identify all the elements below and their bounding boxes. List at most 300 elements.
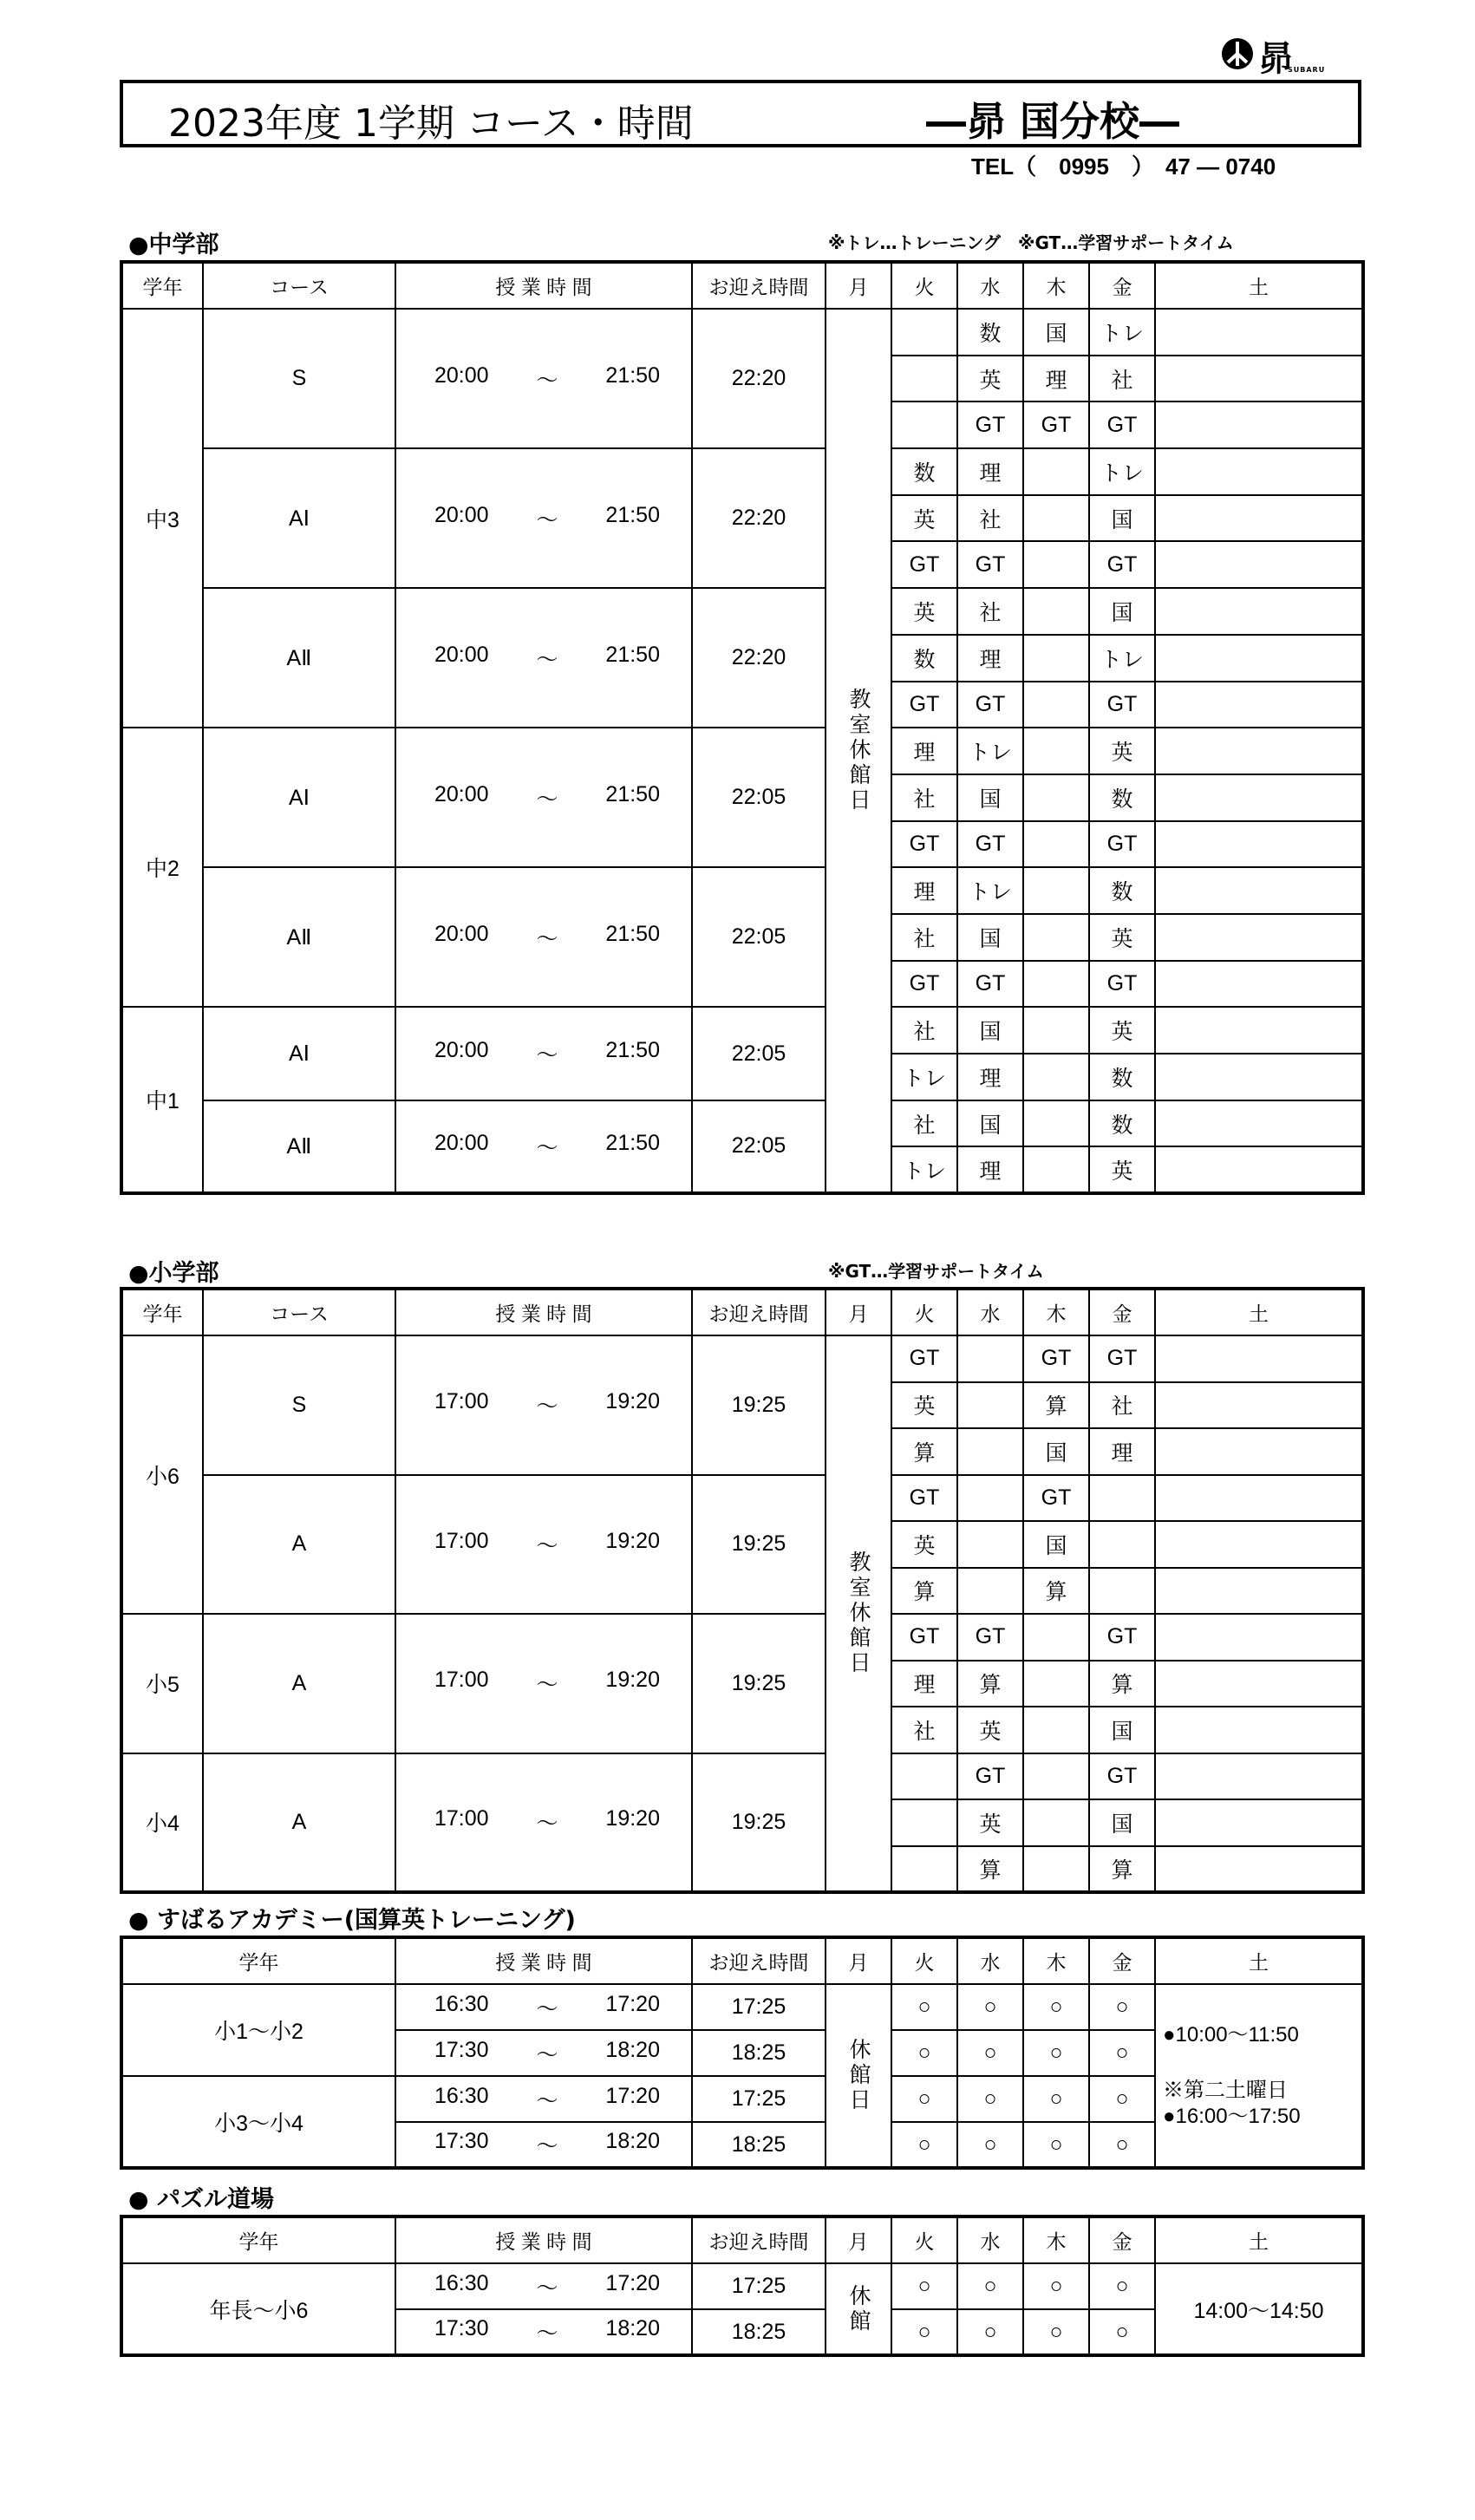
subject-cell [1089,1521,1155,1568]
subject-cell: 国 [1089,1707,1155,1753]
subject-cell: 英 [891,1382,957,1429]
subject-cell: 英 [1089,1007,1155,1054]
class-time [395,2263,692,2309]
saturday-cell [1155,867,1363,914]
time-start: 17:00 [434,1668,489,1693]
course-name: A [203,1475,395,1615]
subject-cell [891,356,957,402]
subject-cell: GT [1089,1753,1155,1800]
class-mark: ○ [1089,1984,1155,2030]
subject-cell: 英 [957,356,1023,402]
subject-cell: GT [957,1614,1023,1661]
subject-cell: 国 [957,1007,1023,1054]
subject-cell [1023,1614,1089,1661]
subject-cell [1023,635,1089,682]
subject-cell: 算 [1023,1382,1089,1429]
time-start: 20:00 [434,362,489,388]
header-day: 土 [1155,1937,1363,1984]
header-pickup: お迎え時間 [692,1289,826,1335]
subject-cell [1023,1846,1089,1893]
saturday-cell [1155,1799,1363,1846]
time-end: 18:20 [605,2037,660,2062]
subject-cell [1023,728,1089,774]
pickup-time: 19:25 [692,1335,826,1475]
grade-label: 年長～小6 [121,2263,395,2355]
subject-cell [1023,588,1089,635]
header-day: 木 [1023,2216,1089,2263]
class-time [395,2122,692,2168]
pickup-time: 22:20 [692,448,826,588]
header-time: 授 業 時 間 [395,262,692,309]
subject-cell [891,309,957,356]
header-day: 金 [1089,1289,1155,1335]
subject-cell: 社 [957,588,1023,635]
class-mark: ○ [891,2309,957,2355]
time-sep: ～ [536,1533,558,1558]
subject-cell [1089,1475,1155,1522]
header-row [121,1937,1363,1984]
saturday-cell [1155,309,1363,356]
time-end: 21:50 [605,642,660,667]
class-time [395,2076,692,2122]
title-box [120,80,1361,147]
class-time [395,1614,692,1753]
schedule-row [121,1753,1363,1800]
subject-cell: GT [1089,821,1155,868]
class-mark: ○ [957,2309,1023,2355]
subject-cell [1023,1146,1089,1193]
subject-cell [957,1335,1023,1382]
saturday-cell [1155,1146,1363,1193]
class-mark: ○ [1089,2122,1155,2168]
time-end: 18:20 [605,2129,660,2153]
telephone: TEL（ 0995 ） 47 ― 0740 [971,153,1276,180]
saturday-line: ●16:00～17:50 [1163,2104,1301,2128]
pickup-time: 22:20 [692,588,826,728]
subject-cell: 数 [1089,1100,1155,1147]
subject-cell: GT [1089,402,1155,448]
course-name: AⅡ [203,588,395,728]
header-day: 水 [957,1289,1023,1335]
schedule-row [121,1984,1363,2030]
subject-cell [1023,1100,1089,1147]
subject-cell: 英 [891,588,957,635]
subject-cell: 社 [957,495,1023,542]
course-name: AⅠ [203,728,395,867]
subject-cell: GT [957,961,1023,1008]
school-name: ―昴 国分校― [926,98,1180,145]
subject-cell [957,1475,1023,1522]
pickup-time: 22:05 [692,728,826,867]
header-day: 金 [1089,2216,1155,2263]
subject-cell: 英 [957,1799,1023,1846]
subject-cell [1089,1568,1155,1615]
schedule-row [121,1475,1363,1522]
header-day: 水 [957,262,1023,309]
closed-label: 教室休館日 [846,1551,871,1676]
subject-cell: 数 [1089,1054,1155,1100]
subject-cell: 算 [1089,1661,1155,1707]
class-mark: ○ [891,2076,957,2122]
time-start: 16:30 [434,2270,489,2295]
header-day: 土 [1155,262,1363,309]
closed-day [826,309,891,1193]
schedule-row [121,1614,1363,1661]
academy-timetable [120,1936,1365,2170]
chugaku-note: ※トレ…トレーニング ※GT…学習サポートタイム [828,232,1234,253]
class-time [395,1007,692,1100]
subject-cell: GT [957,402,1023,448]
class-mark: ○ [1089,2263,1155,2309]
subject-cell: 国 [957,914,1023,961]
logo-mark-icon [1220,36,1255,71]
saturday-cell [1155,821,1363,868]
subject-cell: 社 [1089,1382,1155,1429]
subject-cell: 英 [1089,914,1155,961]
time-sep: ～ [536,2088,558,2113]
subject-cell [957,1568,1023,1615]
subject-cell: 理 [1023,356,1089,402]
class-mark: ○ [1089,2076,1155,2122]
schedule-row [121,2263,1363,2309]
subject-cell: 社 [891,1007,957,1054]
subject-cell: GT [891,961,957,1008]
subject-cell: 国 [1089,495,1155,542]
saturday-cell [1155,774,1363,821]
class-mark: ○ [1023,2122,1089,2168]
time-sep: ～ [536,2321,558,2346]
subject-cell: GT [1089,1614,1155,1661]
saturday-cell [1155,961,1363,1008]
saturday-cell [1155,495,1363,542]
time-sep: ～ [536,1043,558,1067]
time-sep: ～ [536,1394,558,1420]
class-mark: ○ [1089,2309,1155,2355]
grade-label: 小5 [121,1614,203,1753]
time-sep: ～ [536,2275,558,2301]
time-sep: ～ [536,368,558,393]
subject-cell [1023,448,1089,495]
time-start: 17:00 [434,1389,489,1414]
subject-cell: GT [891,682,957,728]
subject-cell: トレ [957,728,1023,774]
subject-cell [1023,961,1089,1008]
page-title: 2023年度 1学期 コース・時間 [168,101,694,146]
subject-cell: GT [891,1614,957,1661]
subject-cell: 算 [1023,1568,1089,1615]
logo-name: 昴 [1258,39,1291,79]
subject-cell: 英 [891,1521,957,1568]
subject-cell [1023,1054,1089,1100]
time-end: 21:50 [605,502,660,527]
header-day: 木 [1023,262,1089,309]
time-start: 17:30 [434,2129,489,2153]
header-course: コース [203,1289,395,1335]
subject-cell: GT [957,682,1023,728]
schedule-row [121,1100,1363,1147]
header-pickup: お迎え時間 [692,1937,826,1984]
schedule-row [121,309,1363,356]
subject-cell [891,402,957,448]
header-day: 金 [1089,262,1155,309]
class-mark: ○ [891,2122,957,2168]
closed-day [826,1984,891,2168]
saturday-cell [1155,1335,1363,1382]
header-grade: 学年 [121,2216,395,2263]
subject-cell: GT [1089,541,1155,588]
header-time: 授 業 時 間 [395,1937,692,1984]
subject-cell: トレ [957,867,1023,914]
time-end: 19:20 [605,1528,660,1553]
time-start: 20:00 [434,781,489,806]
subject-cell: 理 [957,1146,1023,1193]
subject-cell [1023,1707,1089,1753]
subject-cell: 理 [891,1661,957,1707]
subject-cell: 英 [957,1707,1023,1753]
subject-cell: 国 [957,1100,1023,1147]
subject-cell: 数 [1089,774,1155,821]
class-mark: ○ [1023,1984,1089,2030]
class-mark: ○ [1023,2309,1089,2355]
saturday-cell [1155,1100,1363,1147]
class-mark: ○ [891,2263,957,2309]
time-start: 20:00 [434,1038,489,1062]
grade-label: 小4 [121,1753,203,1893]
subject-cell: 国 [1023,1428,1089,1475]
saturday-info [1155,1984,1363,2168]
class-mark: ○ [891,1984,957,2030]
schedule-row [121,1335,1363,1382]
subject-cell: 社 [891,1100,957,1147]
class-mark: ○ [957,2076,1023,2122]
time-start: 17:30 [434,2037,489,2062]
pickup-time: 22:05 [692,867,826,1007]
schedule-row [121,1007,1363,1054]
subject-cell: 国 [957,774,1023,821]
class-time [395,1100,692,1193]
grade-label: 中1 [121,1007,203,1193]
class-time [395,1475,692,1615]
time-end: 21:50 [605,781,660,806]
subject-cell: GT [891,821,957,868]
course-name: S [203,1335,395,1475]
time-start: 16:30 [434,2083,489,2108]
subject-cell: 国 [1089,588,1155,635]
subject-cell: 数 [957,309,1023,356]
header-day: 土 [1155,2216,1363,2263]
pickup-time: 19:25 [692,1753,826,1893]
time-start: 20:00 [434,642,489,667]
logo-sub: SUBARU [1288,66,1326,74]
chugaku-timetable [120,260,1365,1195]
header-day: 火 [891,1937,957,1984]
header-day: 月 [826,1289,891,1335]
header-day: 土 [1155,1289,1363,1335]
saturday-cell [1155,448,1363,495]
subject-cell: 英 [1089,1146,1155,1193]
course-name: AⅡ [203,1100,395,1193]
subject-cell [1023,495,1089,542]
subject-cell: 社 [1089,356,1155,402]
pickup-time: 22:20 [692,309,826,448]
subject-cell: 社 [891,1707,957,1753]
time-start: 20:00 [434,502,489,527]
subject-cell: GT [891,1475,957,1522]
course-name: A [203,1614,395,1753]
saturday-cell [1155,402,1363,448]
subject-cell [1023,682,1089,728]
header-day: 水 [957,1937,1023,1984]
closed-day [826,2263,891,2355]
course-name: A [203,1753,395,1893]
class-mark: ○ [957,1984,1023,2030]
subject-cell: 算 [957,1846,1023,1893]
closed-label: 教室休館日 [846,688,871,814]
saturday-cell [1155,635,1363,682]
saturday-cell [1155,1054,1363,1100]
time-start: 16:30 [434,1991,489,2016]
saturday-cell [1155,1568,1363,1615]
saturday-cell [1155,1707,1363,1753]
subject-cell [1023,1661,1089,1707]
course-name: AⅠ [203,1007,395,1100]
subject-cell [1023,1799,1089,1846]
subject-cell [1023,1007,1089,1054]
subject-cell: GT [891,541,957,588]
closed-day [826,1335,891,1892]
saturday-cell [1155,1521,1363,1568]
pickup-time: 17:25 [692,2263,826,2309]
subject-cell: 算 [1089,1846,1155,1893]
saturday-cell [1155,1428,1363,1475]
class-time [395,309,692,448]
subject-cell: 国 [1089,1799,1155,1846]
pickup-time: 18:25 [692,2122,826,2168]
saturday-cell [1155,682,1363,728]
header-pickup: お迎え時間 [692,2216,826,2263]
puzzle-timetable [120,2215,1365,2357]
subject-cell: 英 [891,495,957,542]
pickup-time: 18:25 [692,2030,826,2076]
time-end: 19:20 [605,1668,660,1693]
subject-cell: 国 [1023,1521,1089,1568]
closed-label: 休館 [846,2283,871,2334]
header-pickup: お迎え時間 [692,262,826,309]
academy-title: ● すばるアカデミー(国算英トレーニング) [128,1907,576,1934]
subject-cell: GT [1089,682,1155,728]
class-time [395,588,692,728]
subject-cell: 英 [1089,728,1155,774]
subject-cell: 算 [957,1661,1023,1707]
time-sep: ～ [536,2134,558,2158]
subject-cell [1023,867,1089,914]
subject-cell: GT [1023,1335,1089,1382]
schedule-row [121,588,1363,635]
class-mark: ○ [891,2030,957,2076]
pickup-time: 18:25 [692,2309,826,2355]
subject-cell: 数 [1089,867,1155,914]
header-grade: 学年 [121,1289,203,1335]
subject-cell [1023,541,1089,588]
schedule-row [121,728,1363,774]
class-time [395,728,692,867]
header-row [121,262,1363,309]
pickup-time: 17:25 [692,2076,826,2122]
time-end: 17:20 [605,1991,660,2016]
pickup-time: 17:25 [692,1984,826,2030]
time-sep: ～ [536,1812,558,1837]
subject-cell [1023,821,1089,868]
time-sep: ～ [536,1135,558,1160]
pickup-time: 22:05 [692,1007,826,1100]
subaru-logo [1218,33,1348,79]
time-sep: ～ [536,926,558,951]
subject-cell: 理 [891,728,957,774]
class-time [395,867,692,1007]
saturday-cell [1155,1007,1363,1054]
time-end: 21:50 [605,362,660,388]
course-name: S [203,309,395,448]
saturday-line: ●10:00～11:50 [1163,2022,1299,2047]
subject-cell: 理 [957,448,1023,495]
time-end: 19:20 [605,1806,660,1831]
subject-cell: 社 [891,914,957,961]
subject-cell: 数 [891,635,957,682]
time-start: 17:00 [434,1528,489,1553]
course-name: AⅡ [203,867,395,1007]
saturday-cell [1155,588,1363,635]
subject-cell: 理 [891,867,957,914]
subject-cell: 算 [891,1568,957,1615]
saturday-cell [1155,1475,1363,1522]
subject-cell: トレ [1089,635,1155,682]
grade-label: 中3 [121,309,203,728]
header-row [121,1289,1363,1335]
subject-cell [1023,914,1089,961]
header-day: 火 [891,262,957,309]
grade-label: 小6 [121,1335,203,1614]
header-grade: 学年 [121,262,203,309]
subject-cell: トレ [891,1054,957,1100]
subject-cell: トレ [891,1146,957,1193]
shogaku-note: ※GT…学習サポートタイム [828,1261,1044,1282]
subject-cell [1023,1753,1089,1800]
subject-cell: 国 [1023,309,1089,356]
class-mark: ○ [1023,2263,1089,2309]
saturday-cell [1155,541,1363,588]
time-end: 21:50 [605,921,660,946]
saturday-cell [1155,1846,1363,1893]
class-mark: ○ [1023,2030,1089,2076]
subject-cell [957,1428,1023,1475]
saturday-cell [1155,1614,1363,1661]
time-sep: ～ [536,1673,558,1698]
subject-cell: 理 [1089,1428,1155,1475]
time-end: 18:20 [605,2316,660,2340]
header-day: 木 [1023,1937,1089,1984]
header-grade: 学年 [121,1937,395,1984]
subject-cell: 社 [891,774,957,821]
time-end: 19:20 [605,1389,660,1414]
closed-label: 休館日 [846,2038,871,2113]
subject-cell: 数 [891,448,957,495]
subject-cell [891,1799,957,1846]
subject-cell: GT [1089,1335,1155,1382]
puzzle-title: ● パズル道場 [128,2186,274,2213]
time-end: 17:20 [605,2083,660,2108]
class-mark: ○ [957,2030,1023,2076]
saturday-cell [1155,1661,1363,1707]
